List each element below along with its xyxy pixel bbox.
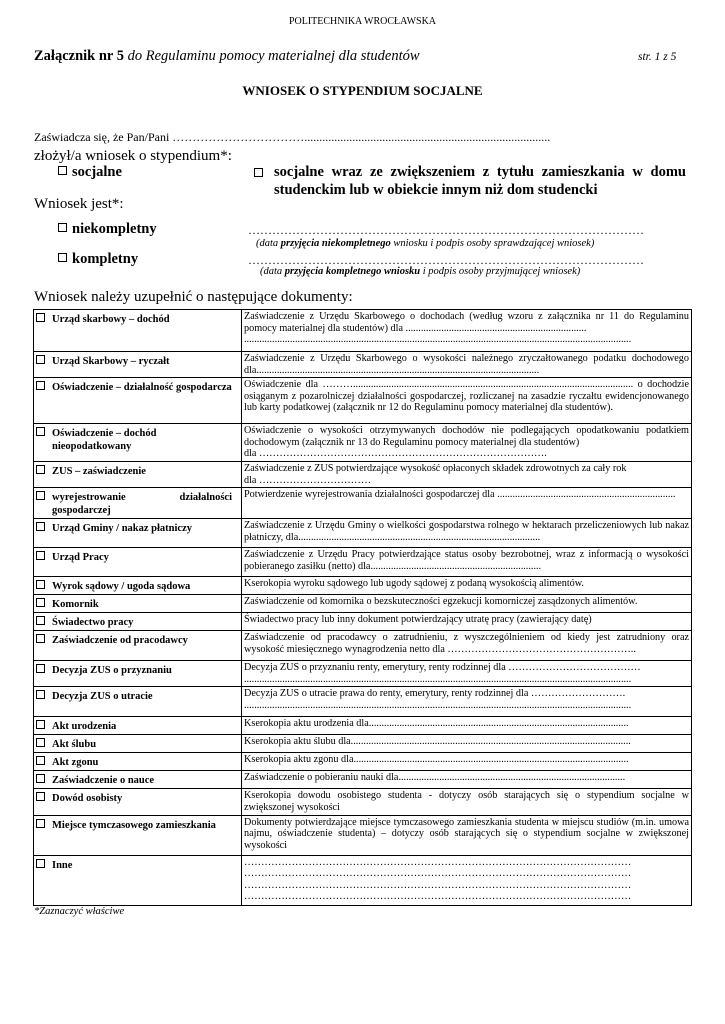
page-title: WNIOSEK O STYPENDIUM SOCJALNE — [242, 83, 483, 98]
document-description: Kserokopia aktu urodzenia dla...................................................................................................... — [242, 717, 692, 735]
checkbox-icon[interactable] — [36, 465, 45, 474]
checkbox-icon[interactable] — [254, 168, 263, 177]
document-row — [34, 789, 692, 815]
checkbox-icon[interactable] — [36, 616, 45, 625]
checkbox-icon[interactable] — [36, 355, 45, 364]
page-number: str. 1 z 5 — [638, 51, 677, 63]
checkbox-icon[interactable] — [36, 792, 45, 801]
document-type-label: Miejsce tymczasowego zamieszkania — [52, 819, 216, 831]
document-description: Decyzja ZUS o przyznaniu renty, emerytury, renty rodzinnej dla ………………………………… ........................................................................................................................................................ — [242, 661, 692, 687]
document-description: Świadectwo pracy lub inny dokument potwierdzający utratę pracy (zawierający datę) — [242, 613, 692, 631]
document-row — [34, 488, 692, 519]
document-type-label: ZUS – zaświadczenie — [52, 465, 146, 477]
complete-note-bold: przyjęcia kompletnego wniosku — [284, 266, 421, 277]
document-description: Oświadczenie o wysokości otrzymywanych dochodów nie podlegających opodatkowaniu podatkiem dochodowym (załącznik nr 13 do Regulaminu pomocy materialnej dla studentów) dla …………………………………………………………………………. — [242, 424, 692, 462]
document-type-label: Komornik — [52, 599, 99, 611]
checkbox-icon[interactable] — [36, 859, 45, 868]
complete-note — [260, 266, 580, 277]
checkbox-icon[interactable] — [36, 381, 45, 390]
document-description: Zaświadczenie z Urzędu Pracy potwierdzające status osoby bezrobotnej, wraz z informacją o wysokości pobieranego zasiłku (netto) dla................................................................... — [242, 548, 692, 577]
document-type-label: Urząd Pracy — [52, 552, 109, 564]
submitted-label: złożył/a wniosek o stypendium*: — [34, 148, 232, 164]
document-type-cell[interactable] — [34, 424, 242, 462]
document-description: Kserokopia dowodu osobistego studenta - dotyczy osób starających się o stypendium socjalne w zwiększonej wysokości — [242, 789, 692, 815]
document-row — [34, 717, 692, 735]
checkbox-icon[interactable] — [58, 223, 67, 232]
checkbox-icon[interactable] — [36, 664, 45, 673]
checkbox-icon[interactable] — [36, 551, 45, 560]
document-type-label: Dowód osobisty — [52, 793, 123, 805]
annex-number: Załącznik nr 5 — [34, 48, 124, 64]
document-type-label: Urząd skarbowy – dochód — [52, 314, 170, 325]
document-row — [34, 595, 692, 613]
checkbox-icon[interactable] — [36, 720, 45, 729]
status-label: Wniosek jest*: — [34, 196, 124, 212]
document-type-label: Oświadczenie – działalność gospodarcza — [52, 382, 232, 394]
document-type-label: Urząd Gminy / nakaz płatniczy — [52, 523, 193, 535]
document-description: Zaświadczenie z ZUS potwierdzające wysokość opłaconych składek zdrowotnych za cały rok dla …………………………… — [242, 461, 692, 487]
document-description: Zaświadczenie o pobieraniu nauki dla......................................................................................... — [242, 771, 692, 789]
document-row — [34, 771, 692, 789]
checkbox-icon[interactable] — [36, 738, 45, 747]
document-row — [34, 352, 692, 378]
document-type-cell[interactable] — [34, 855, 242, 905]
document-type-cell[interactable] — [34, 378, 242, 424]
document-type-cell[interactable] — [34, 789, 242, 815]
document-description: Zaświadczenie z Urzędu Skarbowego o dochodach (według wzoru z załącznika nr 11 do Regulaminu pomocy materialnej dla studentów) dla ....................................................................... ........................................................................................................................................................ — [242, 310, 692, 352]
checkbox-icon[interactable] — [36, 491, 45, 500]
document-type-cell[interactable] — [34, 771, 242, 789]
option-social-increase-label: socjalne wraz ze zwiększeniem z tytułu zamieszkania w domu studenckim lub w obiekcie innym niż dom studencki — [274, 164, 686, 198]
status-complete-label: kompletny — [72, 251, 139, 267]
document-type-label: Akt zgonu — [52, 757, 99, 769]
documents-intro: Wniosek należy uzupełnić o następujące dokumenty: — [34, 289, 353, 305]
option-social[interactable] — [58, 164, 122, 181]
checkbox-icon[interactable] — [58, 253, 67, 262]
document-description: Zaświadczenie z Urzędu Skarbowego o wysokości należnego zryczałtowanego podatku dochodowego dla............................................................................................................... — [242, 352, 692, 378]
document-type-cell[interactable] — [34, 461, 242, 487]
document-type-label: Akt urodzenia — [52, 721, 117, 733]
document-description: Decyzja ZUS o utracie prawa do renty, emerytury, renty rodzinnej dla ………………………. ........................................................................................................................................................ — [242, 687, 692, 717]
incomplete-note-pre: (data — [256, 238, 281, 249]
option-social-increase[interactable] — [254, 164, 686, 199]
document-type-cell[interactable] — [34, 661, 242, 687]
document-type-label: Akt ślubu — [52, 739, 97, 751]
checkbox-icon[interactable] — [58, 166, 67, 175]
document-description: Zaświadczenie z Urzędu Gminy o wielkości gospodarstwa rolnego w hektarach przeliczeniowych lub nakaz płatniczy, dla............................................................................................... — [242, 519, 692, 548]
document-type-label: Świadectwo pracy — [52, 617, 134, 629]
incomplete-note — [256, 238, 594, 249]
document-row — [34, 753, 692, 771]
document-row — [34, 424, 692, 462]
document-row — [34, 855, 692, 905]
incomplete-note-post: wniosku i podpis osoby sprawdzającej wniosek) — [390, 238, 595, 249]
document-description: Dokumenty potwierdzające miejsce tymczasowego zamieszkania studenta w miejscu studiów (m.in. umowa najmu, oświadczenie studenta) – dotyczy osób starających się o stypendium socjalne w zwiększonej wysokości — [242, 815, 692, 855]
annex-reference: do Regulaminu pomocy materialnej dla studentów — [123, 48, 420, 64]
document-type-label: Decyzja ZUS o utracie — [52, 691, 153, 703]
document-row — [34, 661, 692, 687]
checkbox-icon[interactable] — [36, 634, 45, 643]
document-row — [34, 378, 692, 424]
documents-table — [33, 309, 692, 906]
document-type-cell[interactable] — [34, 595, 242, 613]
document-type-cell[interactable] — [34, 577, 242, 595]
checkbox-icon[interactable] — [36, 690, 45, 699]
document-row — [34, 548, 692, 577]
document-type-cell[interactable] — [34, 488, 242, 519]
complete-signature-line: ……………………………………………………………………………………… — [248, 253, 644, 267]
certify-line: Zaświadcza się, że Pan/Pani …………………………….................................................................................. — [34, 130, 551, 144]
document-description: Kserokopia wyroku sądowego lub ugody sądowej z podaną wysokością alimentów. — [242, 577, 692, 595]
document-type-label: Urząd Skarbowy – ryczałt — [52, 356, 170, 367]
document-row — [34, 687, 692, 717]
document-type-cell[interactable] — [34, 717, 242, 735]
document-row — [34, 519, 692, 548]
document-row — [34, 631, 692, 661]
incomplete-note-bold: przyjęcia niekompletnego — [280, 238, 391, 249]
document-description: Kserokopia aktu zgonu dla............................................................................................................ — [242, 753, 692, 771]
document-row — [34, 613, 692, 631]
document-type-cell[interactable] — [34, 519, 242, 548]
checkbox-icon[interactable] — [36, 313, 45, 322]
document-type-cell[interactable] — [34, 735, 242, 753]
incomplete-signature-line: ……………………………………………………………………………………… — [248, 223, 644, 237]
document-type-cell[interactable] — [34, 815, 242, 855]
document-description: Oświadczenie dla ……….............................................................................................................. o dochodzie osiąganym z pozarolniczej działalności gospodarczej, rozliczanej na zasadzie ryczałtu ewidencjonowanego lub karty podatkowej (załącznik nr 12 do Regulaminu pomocy materialnej dla studentów). — [242, 378, 692, 424]
document-type-cell[interactable] — [34, 753, 242, 771]
document-row — [34, 815, 692, 855]
complete-note-post: i podpis osoby przyjmującej wniosek) — [420, 266, 581, 277]
document-type-label: Decyzja ZUS o przyznaniu — [52, 665, 172, 677]
document-type-cell[interactable] — [34, 613, 242, 631]
annex-heading — [34, 48, 420, 65]
document-type-cell[interactable] — [34, 310, 242, 352]
document-row — [34, 577, 692, 595]
document-type-label: Zaświadczenie o nauce — [52, 775, 155, 787]
checkbox-icon[interactable] — [36, 756, 45, 765]
document-type-label: wyrejestrowanie działalności gospodarczej — [52, 492, 232, 517]
document-type-label: Wyrok sądowy / ugoda sądowa — [52, 581, 191, 593]
document-type-cell[interactable] — [34, 687, 242, 717]
status-incomplete[interactable] — [58, 221, 157, 238]
document-description: …………………………………………………………………………………………………… …………………………………………………………………………………………………… …………………………………………………………………………………………………… …………………………………………………………………………………………………… — [242, 855, 692, 905]
checkbox-icon[interactable] — [36, 580, 45, 589]
status-incomplete-label: niekompletny — [72, 221, 157, 237]
checkbox-icon[interactable] — [36, 819, 45, 828]
checkbox-icon[interactable] — [36, 427, 45, 436]
document-description: Potwierdzenie wyrejestrowania działalności gospodarczej dla ...................................................................... — [242, 488, 692, 519]
document-description: Zaświadczenie od pracodawcy o zatrudnieniu, z wyszczególnieniem od kiedy jest zatrudniony oraz wysokość miesięcznego wynagrodzenia netto dla ……………………………………………….. — [242, 631, 692, 661]
document-type-cell[interactable] — [34, 548, 242, 577]
document-description: Kserokopia aktu ślubu dla.............................................................................................................. — [242, 735, 692, 753]
document-type-cell[interactable] — [34, 352, 242, 378]
status-complete[interactable] — [58, 251, 138, 268]
document-row — [34, 310, 692, 352]
checkbox-icon[interactable] — [36, 522, 45, 531]
institution-name: POLITECHNIKA WROCŁAWSKA — [288, 16, 437, 27]
document-row — [34, 735, 692, 753]
option-social-label: socjalne — [72, 164, 122, 180]
document-type-label: Zaświadczenie od pracodawcy — [52, 635, 188, 647]
checkbox-icon[interactable] — [36, 774, 45, 783]
document-type-cell[interactable] — [34, 631, 242, 661]
checkbox-icon[interactable] — [36, 598, 45, 607]
document-type-label: Inne — [52, 859, 73, 871]
footnote: *Zaznaczyć właściwe — [34, 906, 125, 917]
document-row — [34, 461, 692, 487]
complete-note-pre: (data — [260, 266, 285, 277]
document-type-label: Oświadczenie – dochód nieopodatkowany — [52, 428, 157, 453]
document-description: Zaświadczenie od komornika o bezskuteczności egzekucji komorniczej zasądzonych alimentów. — [242, 595, 692, 613]
